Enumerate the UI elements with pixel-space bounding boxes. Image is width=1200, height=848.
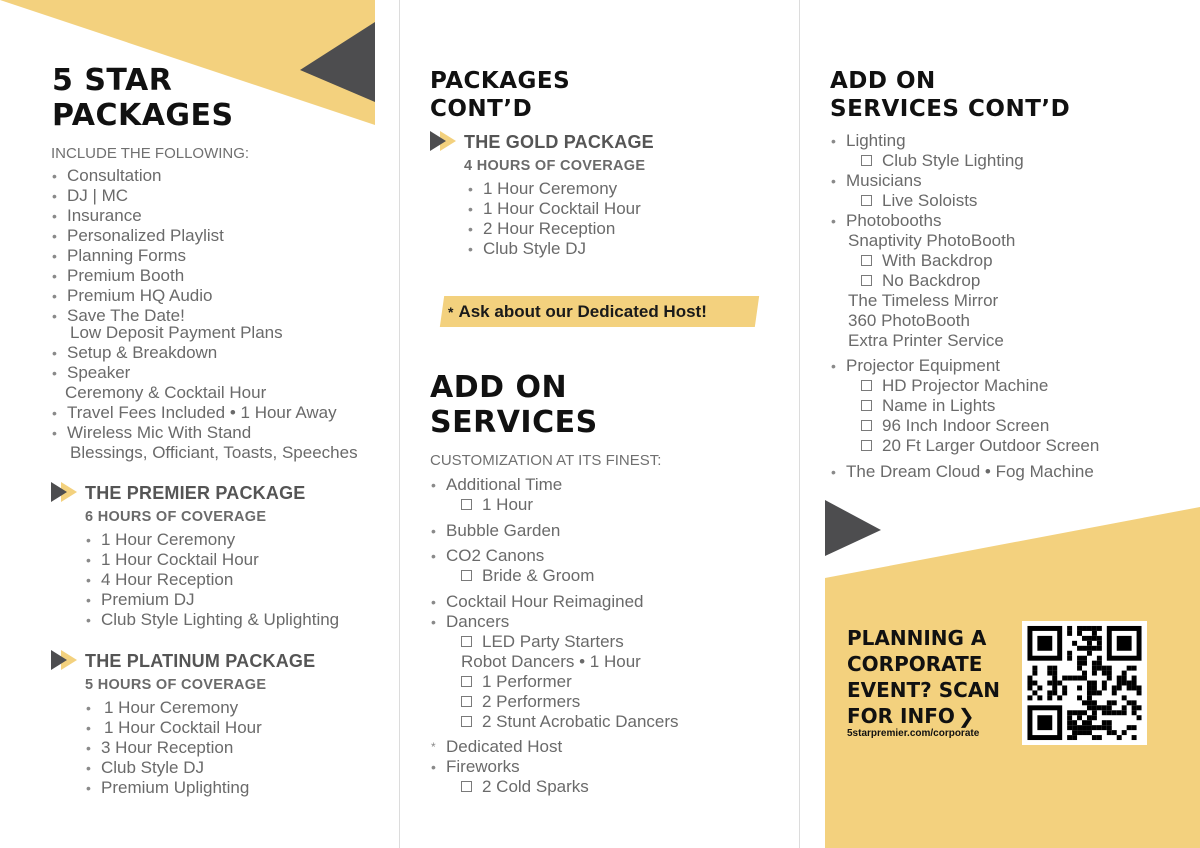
addon-title-line1: ADD ON bbox=[430, 370, 568, 405]
double-chevron-icon bbox=[430, 131, 460, 151]
checkbox-item: 2 Cold Sparks bbox=[461, 777, 589, 797]
checkbox-item: HD Projector Machine bbox=[861, 376, 1048, 396]
list-item: • Club Style DJ bbox=[86, 758, 204, 777]
list-item: • Additional Time bbox=[431, 475, 563, 494]
list-item: • 3 Hour Reception bbox=[86, 738, 234, 757]
panel-title-line1: PACKAGES bbox=[430, 68, 571, 94]
checkbox-icon bbox=[461, 570, 472, 581]
checkbox-icon bbox=[461, 716, 472, 727]
list-subitem: The Timeless Mirror bbox=[848, 291, 999, 310]
package-title-platinum: THE PLATINUM PACKAGE bbox=[85, 651, 316, 671]
triangle-decoration-icon bbox=[825, 500, 881, 556]
checkbox-icon bbox=[861, 440, 872, 451]
list-item: • Personalized Playlist bbox=[52, 226, 224, 245]
list-item: • CO2 Canons bbox=[431, 546, 545, 565]
checkbox-icon bbox=[461, 636, 472, 647]
banner-text: * Ask about our Dedicated Host! bbox=[448, 302, 707, 321]
list-item: • Premium Uplighting bbox=[86, 778, 250, 797]
package-coverage-platinum: 5 HOURS OF COVERAGE bbox=[85, 677, 267, 693]
checkbox-icon bbox=[461, 781, 472, 792]
list-item: * Dedicated Host bbox=[431, 737, 563, 756]
checkbox-icon bbox=[861, 255, 872, 266]
list-item: • 1 Hour Ceremony bbox=[86, 698, 239, 717]
list-item: • Save The Date! bbox=[52, 306, 185, 325]
list-item: • 1 Hour Cocktail Hour bbox=[86, 718, 262, 737]
checkbox-item: With Backdrop bbox=[861, 251, 993, 271]
cta-url[interactable]: 5starpremier.com/corporate bbox=[847, 728, 980, 739]
list-item: • 1 Hour Ceremony bbox=[468, 179, 618, 198]
checkbox-item: Name in Lights bbox=[861, 396, 995, 416]
list-item: • Bubble Garden bbox=[431, 521, 561, 540]
panel-packages bbox=[0, 0, 400, 848]
list-item: • Wireless Mic With Stand bbox=[52, 423, 252, 442]
list-subitem: Snaptivity PhotoBooth bbox=[848, 231, 1016, 250]
checkbox-item: 2 Performers bbox=[461, 692, 580, 712]
checkbox-item: Club Style Lighting bbox=[861, 151, 1024, 171]
checkbox-item: 2 Stunt Acrobatic Dancers bbox=[461, 712, 679, 732]
checkbox-icon bbox=[461, 696, 472, 707]
list-item: • Premium HQ Audio bbox=[52, 286, 213, 305]
list-item: • Cocktail Hour Reimagined bbox=[431, 592, 644, 611]
list-item: • DJ | MC bbox=[52, 186, 129, 205]
list-item: • 1 Hour Cocktail Hour bbox=[86, 550, 259, 569]
checkbox-icon bbox=[461, 676, 472, 687]
double-chevron-icon bbox=[51, 650, 81, 670]
checkbox-icon bbox=[861, 420, 872, 431]
list-item: • Projector Equipment bbox=[831, 356, 1001, 375]
cta-line2: CORPORATE bbox=[847, 652, 983, 676]
package-coverage-gold: 4 HOURS OF COVERAGE bbox=[464, 158, 646, 174]
list-subitem: Extra Printer Service bbox=[848, 331, 1004, 350]
list-item: • Premium Booth bbox=[52, 266, 185, 285]
list-subitem: Low Deposit Payment Plans bbox=[70, 323, 283, 342]
checkbox-item: No Backdrop bbox=[861, 271, 980, 291]
list-subitem: 360 PhotoBooth bbox=[848, 311, 970, 330]
checkbox-icon bbox=[861, 275, 872, 286]
list-item: • 4 Hour Reception bbox=[86, 570, 234, 589]
checkbox-item: Live Soloists bbox=[861, 191, 977, 211]
checkbox-icon bbox=[861, 195, 872, 206]
page-title-line2: PACKAGES bbox=[52, 98, 234, 133]
list-subitem: Ceremony & Cocktail Hour bbox=[65, 383, 267, 402]
list-item: • Consultation bbox=[52, 166, 162, 185]
checkbox-item: LED Party Starters bbox=[461, 632, 624, 652]
list-item: • Premium DJ bbox=[86, 590, 195, 609]
list-item: • Photobooths bbox=[831, 211, 942, 230]
panel-packages-contd bbox=[400, 0, 800, 848]
page-title-line1: 5 STAR bbox=[52, 63, 173, 98]
section-subtitle: INCLUDE THE FOLLOWING: bbox=[51, 145, 250, 162]
list-item: • The Dream Cloud • Fog Machine bbox=[831, 462, 1094, 481]
list-item: • 1 Hour Cocktail Hour bbox=[468, 199, 641, 218]
panel-title-line2: SERVICES CONT’D bbox=[830, 96, 1071, 122]
list-item: • Planning Forms bbox=[52, 246, 187, 265]
list-item: • Travel Fees Included • 1 Hour Away bbox=[52, 403, 337, 422]
list-subitem: Blessings, Officiant, Toasts, Speeches bbox=[70, 443, 358, 462]
checkbox-icon bbox=[861, 155, 872, 166]
cta-line4: FOR INFO ❯ bbox=[847, 704, 975, 728]
chevron-right-icon: ❯ bbox=[957, 704, 975, 728]
list-item: • 2 Hour Reception bbox=[468, 219, 616, 238]
checkbox-item: Bride & Groom bbox=[461, 566, 594, 586]
panel-title-line1: ADD ON bbox=[830, 68, 936, 94]
double-chevron-icon bbox=[51, 482, 81, 502]
cta-line1: PLANNING A bbox=[847, 626, 987, 650]
list-item: • 1 Hour Ceremony bbox=[86, 530, 236, 549]
list-item: • Club Style Lighting & Uplighting bbox=[86, 610, 340, 629]
star-icon: * bbox=[448, 304, 454, 320]
checkbox-icon bbox=[461, 499, 472, 510]
checkbox-item: 96 Inch Indoor Screen bbox=[861, 416, 1049, 436]
list-subitem: Robot Dancers • 1 Hour bbox=[461, 652, 641, 671]
checkbox-item: 20 Ft Larger Outdoor Screen bbox=[861, 436, 1099, 456]
cta-line3: EVENT? SCAN bbox=[847, 678, 1001, 702]
section-subtitle: CUSTOMIZATION AT ITS FINEST: bbox=[430, 452, 662, 469]
list-item: • Musicians bbox=[831, 171, 922, 190]
list-item: • Insurance bbox=[52, 206, 142, 225]
package-coverage-premier: 6 HOURS OF COVERAGE bbox=[85, 509, 267, 525]
addon-title-line2: SERVICES bbox=[430, 405, 598, 440]
list-item: • Lighting bbox=[831, 131, 906, 150]
list-item: • Setup & Breakdown bbox=[52, 343, 218, 362]
qr-code-graphic bbox=[1022, 621, 1147, 745]
list-item: • Fireworks bbox=[431, 757, 520, 776]
list-item: • Club Style DJ bbox=[468, 239, 586, 258]
checkbox-item: 1 Hour bbox=[461, 495, 533, 515]
list-item: • Dancers bbox=[431, 612, 510, 631]
qr-code-icon[interactable] bbox=[1022, 621, 1147, 745]
checkbox-icon bbox=[861, 400, 872, 411]
panel-title-line2: CONT’D bbox=[430, 96, 533, 122]
package-title-premier: THE PREMIER PACKAGE bbox=[85, 483, 306, 503]
package-title-gold: THE GOLD PACKAGE bbox=[464, 132, 654, 152]
checkbox-item: 1 Performer bbox=[461, 672, 572, 692]
list-item: • Speaker bbox=[52, 363, 131, 382]
panel-addons-contd bbox=[800, 0, 1200, 848]
checkbox-icon bbox=[861, 380, 872, 391]
